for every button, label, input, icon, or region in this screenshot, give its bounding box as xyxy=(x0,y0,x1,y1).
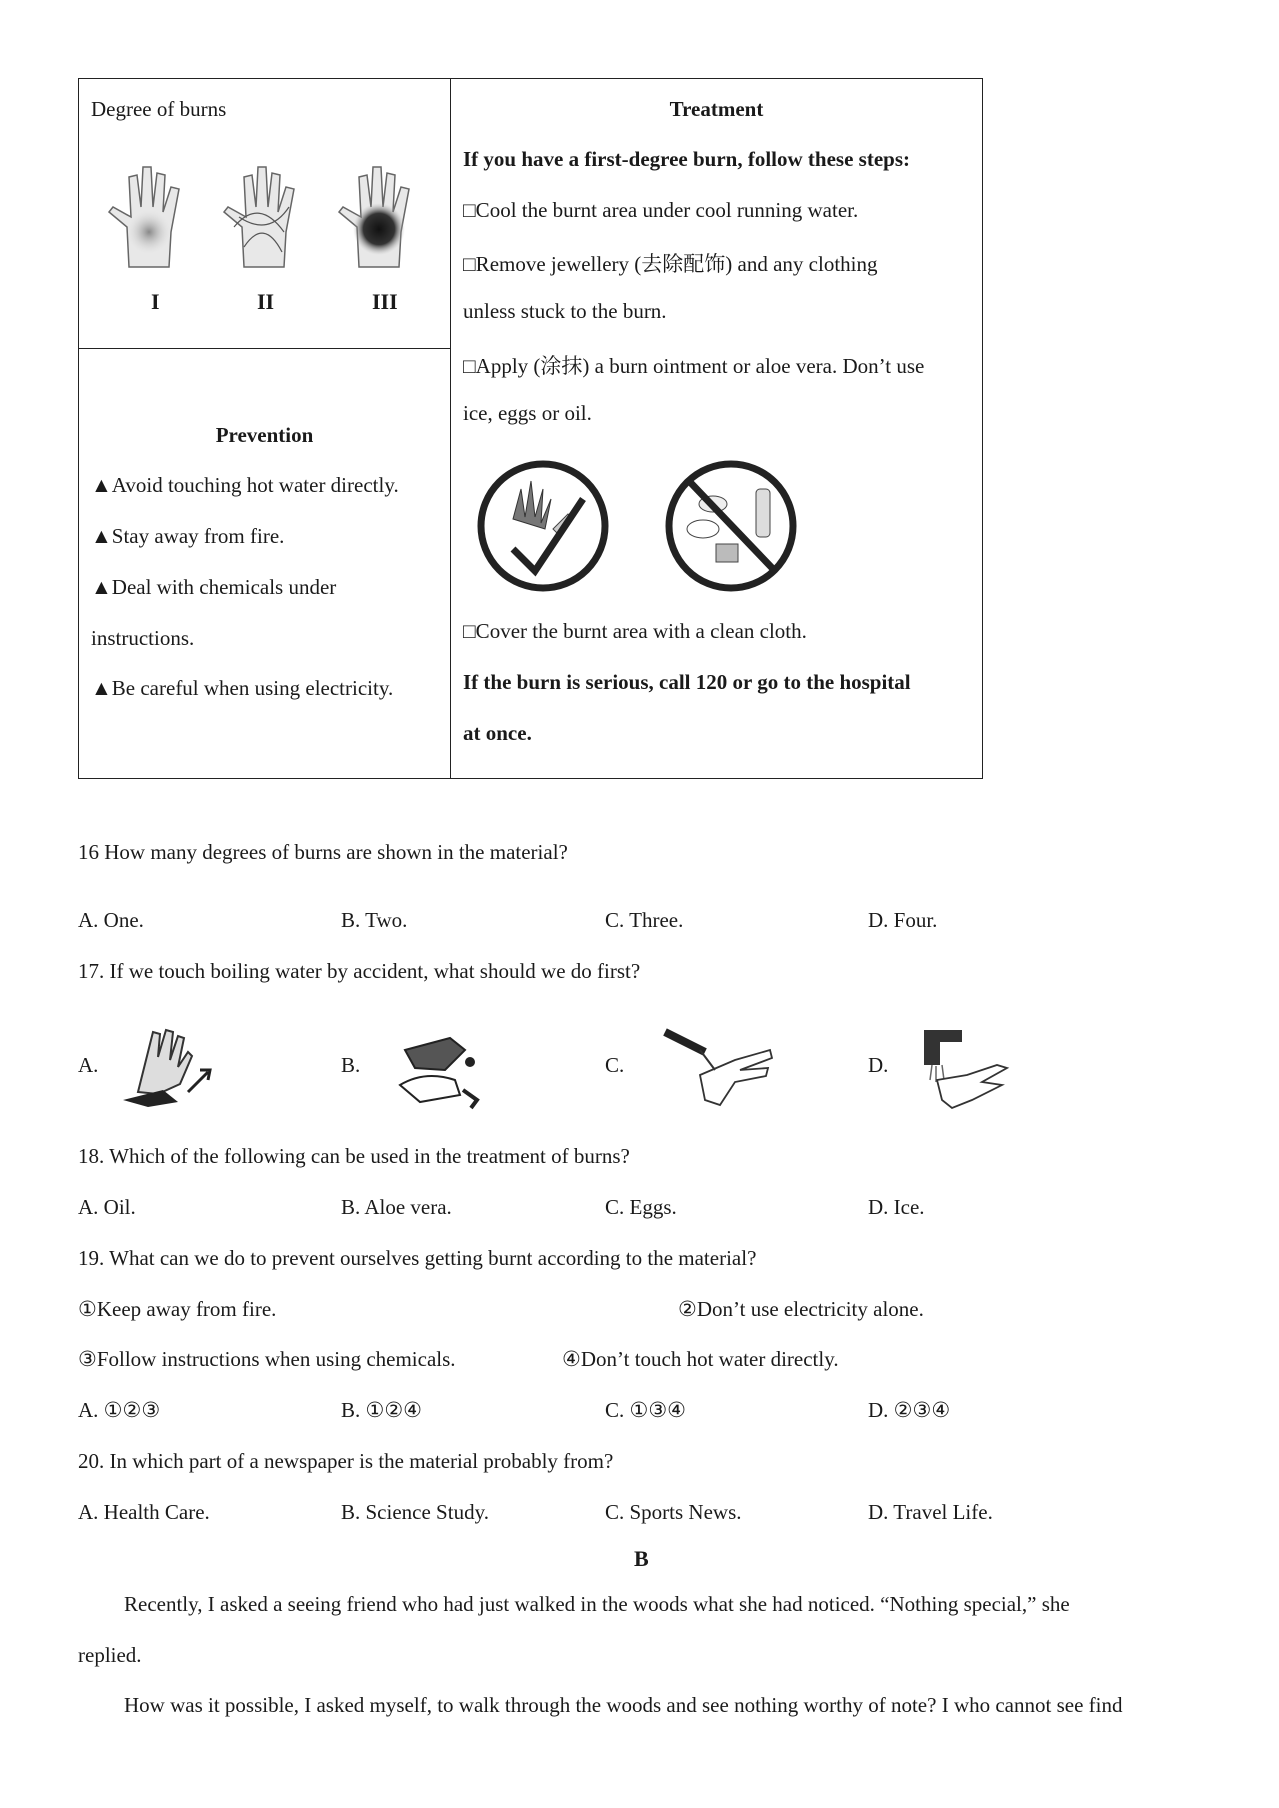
hand-under-tap-icon xyxy=(912,1020,1017,1115)
q19-option-b[interactable]: B. ①②④ xyxy=(341,1398,422,1422)
q19-choice-4: ④Don’t touch hot water directly. xyxy=(562,1347,839,1371)
prevention-item: ▲Deal with chemicals under xyxy=(91,575,337,599)
q17-option-b[interactable]: B. xyxy=(341,1053,361,1077)
hand-apply-ointment-icon xyxy=(660,1020,780,1110)
question-20-stem: 20. In which part of a newspaper is the material probably from? xyxy=(78,1449,614,1473)
degree-header: Degree of burns xyxy=(91,97,227,121)
q20-option-d[interactable]: D. Travel Life. xyxy=(868,1500,993,1524)
degree-label-3: III xyxy=(372,289,398,314)
q17-option-a[interactable]: A. xyxy=(78,1053,99,1077)
treatment-subtitle: If you have a first-degree burn, follow these steps: xyxy=(463,147,910,171)
treatment-step-cover: □Cover the burnt area with a clean cloth. xyxy=(463,619,807,643)
prevention-item: ▲Stay away from fire. xyxy=(91,524,285,548)
q20-option-a[interactable]: A. Health Care. xyxy=(78,1500,210,1524)
hand-icon-degree-3 xyxy=(339,167,409,267)
section-b-heading: B xyxy=(634,1546,649,1571)
q19-choice-1: ①Keep away from fire. xyxy=(78,1297,277,1321)
prevention-item: ▲Be careful when using electricity. xyxy=(91,676,394,700)
q19-option-c[interactable]: C. ①③④ xyxy=(605,1398,686,1422)
q16-option-d[interactable]: D. Four. xyxy=(868,908,938,932)
q18-option-c[interactable]: C. Eggs. xyxy=(605,1195,677,1219)
section-b-paragraph-1-line-2: replied. xyxy=(78,1643,142,1667)
question-19-stem: 19. What can we do to prevent ourselves getting burnt according to the material? xyxy=(78,1246,757,1270)
prevention-item: ▲Avoid touching hot water directly. xyxy=(91,473,399,497)
prevention-item-cont: instructions. xyxy=(91,626,195,650)
q19-option-a[interactable]: A. ①②③ xyxy=(78,1398,161,1422)
q19-choice-3: ③Follow instructions when using chemicals. xyxy=(78,1347,456,1371)
q16-option-b[interactable]: B. Two. xyxy=(341,908,408,932)
q16-option-a[interactable]: A. One. xyxy=(78,908,144,932)
question-18-stem: 18. Which of the following can be used in the treatment of burns? xyxy=(78,1144,630,1168)
q20-option-b[interactable]: B. Science Study. xyxy=(341,1500,489,1524)
hand-icon-degree-2 xyxy=(224,167,294,267)
q17-option-d[interactable]: D. xyxy=(868,1053,889,1077)
hand-icon-degree-1 xyxy=(109,167,179,267)
treatment-serious-line2: at once. xyxy=(463,721,532,745)
section-b-paragraph-1-line-1: Recently, I asked a seeing friend who had just walked in the woods what she had noticed. “Nothing special,” she xyxy=(124,1592,1070,1616)
q18-option-a[interactable]: A. Oil. xyxy=(78,1195,136,1219)
q20-option-c[interactable]: C. Sports News. xyxy=(605,1500,742,1524)
q19-option-d[interactable]: D. ②③④ xyxy=(868,1398,951,1422)
prevention-title: Prevention xyxy=(215,423,314,447)
burn-degree-hands-illustration xyxy=(99,157,429,277)
treatment-serious-line1: If the burn is serious, call 120 or go to the hospital xyxy=(463,670,911,694)
treatment-step-remove: □Remove jewellery (去除配饰) and any clothing xyxy=(463,252,878,276)
degree-label-1: I xyxy=(151,289,160,314)
burns-material-table xyxy=(78,78,983,779)
treatment-title: Treatment xyxy=(669,97,764,121)
q16-option-c[interactable]: C. Three. xyxy=(605,908,684,932)
degree-label-2: II xyxy=(257,289,275,314)
q18-option-b[interactable]: B. Aloe vera. xyxy=(341,1195,452,1219)
question-17-stem: 17. If we touch boiling water by accident, what should we do first? xyxy=(78,959,641,983)
ice-eggs-oil-forbidden-icon xyxy=(661,459,806,594)
hand-waving-icon xyxy=(118,1022,223,1107)
treatment-cell xyxy=(451,79,983,779)
treatment-step-remove-cont: unless stuck to the burn. xyxy=(463,299,667,323)
aloe-vera-allowed-icon xyxy=(473,459,618,594)
question-16-stem: 16 How many degrees of burns are shown in the material? xyxy=(78,840,568,864)
q17-option-c[interactable]: C. xyxy=(605,1053,625,1077)
q18-option-d[interactable]: D. Ice. xyxy=(868,1195,925,1219)
treatment-step-cool: □Cool the burnt area under cool running water. xyxy=(463,198,859,222)
degree-cell xyxy=(79,79,451,349)
prevention-cell xyxy=(79,349,451,779)
section-b-paragraph-2-line-1: How was it possible, I asked myself, to walk through the woods and see nothing worthy of note? I who cannot see find xyxy=(124,1693,1123,1717)
hand-remove-glove-icon xyxy=(385,1030,490,1110)
treatment-step-apply-cont: ice, eggs or oil. xyxy=(463,401,592,425)
q19-choice-2: ②Don’t use electricity alone. xyxy=(678,1297,924,1321)
treatment-step-apply: □Apply (涂抹) a burn ointment or aloe vera. Don’t use xyxy=(463,354,925,378)
